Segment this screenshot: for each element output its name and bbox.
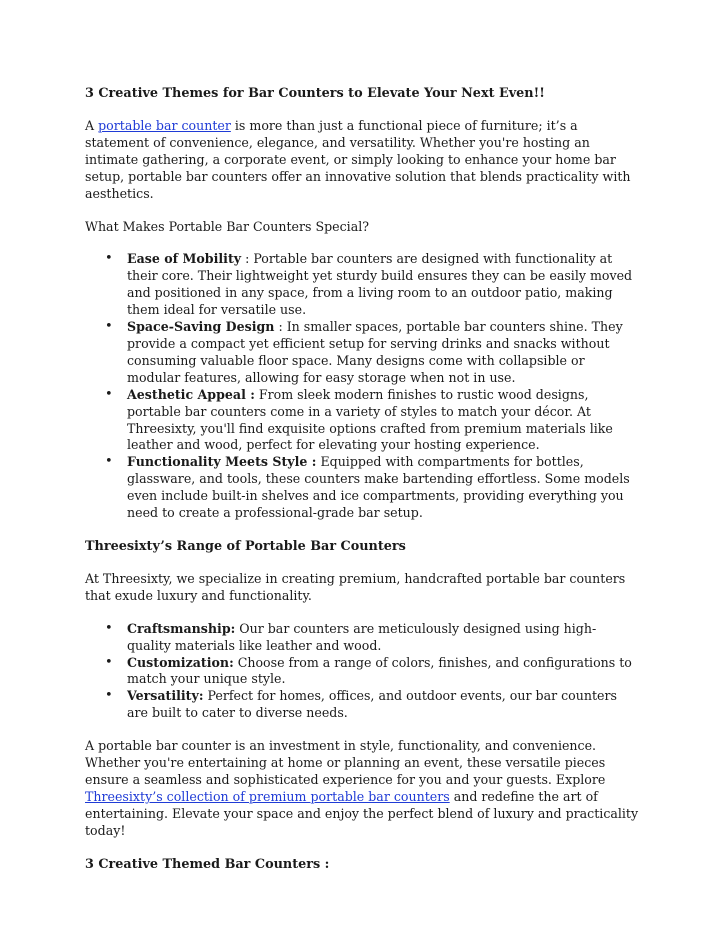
list-item-label: Craftsmanship: [127,620,236,636]
list-item-label: Versatility: [127,688,204,704]
portable-bar-counter-link[interactable]: portable bar counter [98,118,231,133]
list-item [85,454,640,522]
list-item-label: Functionality Meets Style : [127,454,317,470]
list-item-text: : Portable bar counters are designed with functionality at their core. Their lightweight yet sturdy build ensures they can be easily moved and positioned in any space, from a living room to an outdoor patio, making them ideal for versatile use. [127,251,633,318]
list-item-text: Our bar counters are meticulously designed using high-quality materials like leather and wood. [127,620,597,653]
list-item [85,621,640,655]
intro-paragraph [85,118,640,203]
list-item-label: Ease of Mobility [127,251,242,267]
document-title: 3 Creative Themes for Bar Counters to Elevate Your Next Even!! [85,86,545,101]
list-item-text: Perfect for homes, offices, and outdoor events, our bar counters are built to cater to diverse needs. [127,688,617,721]
list-item [85,655,640,689]
list-item-label: Customization: [127,654,234,670]
list-item [85,251,640,319]
list-item-label: Aesthetic Appeal : [127,386,255,402]
list-item [85,688,640,722]
range-list [85,621,640,722]
document-body [85,85,640,889]
list-item [85,387,640,455]
closing-prefix: A portable bar counter is an investment in style, functionality, and convenience. Whether you're entertaining at home or planning an event, these versatile pieces ensure a seamless and sophisticated experience for you and your guests. Explore [85,738,606,787]
features-list [85,251,640,522]
list-item-text: Equipped with compartments for bottles, glassware, and tools, these counters make bartending effortless. Some models even include built-in shelves and ice compartments, providing everything you need to create a professional-grade bar setup. [127,454,630,521]
closing-paragraph [85,738,640,839]
list-item-text: : In smaller spaces, portable bar counters shine. They provide a compact yet efficient setup for serving drinks and snacks without consuming valuable floor space. Many designs come with collapsible or modular features, allowing for easy storage when not in use. [127,319,623,385]
section-heading-special: What Makes Portable Bar Counters Special? [85,218,369,234]
closing-suffix: and redefine the art of entertaining. Elevate your space and enjoy the perfect blend of luxury and practicality today! [85,788,639,838]
list-item-text: From sleek modern finishes to rustic wood designs, portable bar counters come in a variety of styles to match your décor. At Threesixty, you'll find exquisite options crafted from premium materials like leather and wood, perfect for elevating your hosting experience. [127,386,613,453]
intro-suffix: is more than just a functional piece of furniture; it’s a statement of convenience, elegance, and versatility. Whether you're hosting an intimate gathering, a corporate event, or simply looking to enhance your home bar setup, portable bar counters offer an innovative solution that blends practicality with aesthetics. [85,118,631,201]
section-heading-range: Threesixty’s Range of Portable Bar Counters [85,538,406,554]
range-intro-paragraph: At Threesixty, we specialize in creating premium, handcrafted portable bar counters that exude luxury and functionality. [85,570,626,603]
list-item [85,319,640,387]
section-heading-themed: 3 Creative Themed Bar Counters : [85,856,330,872]
intro-prefix: A [85,118,99,133]
threesixty-collection-link[interactable]: Threesixty’s collection of premium portable bar counters [85,788,450,804]
list-item-text: Choose from a range of colors, finishes, and configurations to match your unique style. [127,654,632,687]
list-item-label: Space-Saving Design [127,319,275,335]
